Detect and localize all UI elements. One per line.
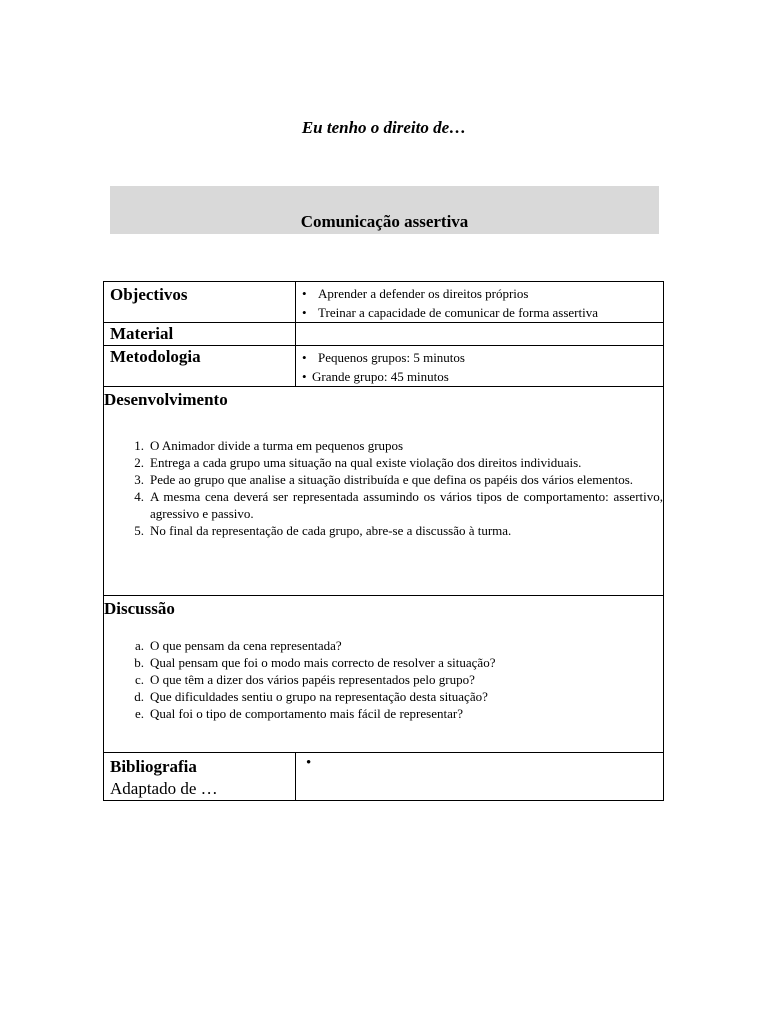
objectivos-label-cell bbox=[104, 282, 296, 323]
question-text: O que têm a dizer dos vários papéis representados pelo grupo? bbox=[150, 672, 475, 687]
question-text: O que pensam da cena representada? bbox=[150, 638, 342, 653]
step-item bbox=[104, 437, 663, 454]
metodologia-item-text: Grande grupo: 45 minutos bbox=[312, 369, 449, 384]
metodologia-item bbox=[302, 348, 657, 367]
question-item bbox=[104, 637, 663, 654]
subtitle-box bbox=[110, 186, 659, 234]
question-item bbox=[104, 671, 663, 688]
metodologia-item bbox=[302, 367, 657, 386]
material-content-cell bbox=[296, 323, 664, 346]
question-item bbox=[104, 688, 663, 705]
step-number: 3. bbox=[134, 472, 144, 487]
bullet-icon: • bbox=[302, 305, 307, 320]
desenvolvimento-cell bbox=[104, 387, 664, 596]
bullet-icon: • bbox=[306, 755, 312, 771]
question-letter: d. bbox=[134, 689, 144, 704]
bullet-icon: • bbox=[302, 350, 307, 365]
question-letter: b. bbox=[134, 655, 144, 670]
step-item bbox=[104, 522, 663, 539]
row-material bbox=[104, 323, 664, 346]
desenvolvimento-label: Desenvolvimento bbox=[104, 390, 228, 409]
material-label-cell bbox=[104, 323, 296, 346]
metodologia-label: Metodologia bbox=[110, 347, 201, 366]
step-item bbox=[104, 488, 663, 522]
metodologia-label-cell bbox=[104, 346, 296, 387]
metodologia-content-cell bbox=[296, 346, 664, 387]
row-discussao bbox=[104, 596, 664, 753]
question-item bbox=[104, 705, 663, 722]
material-label: Material bbox=[110, 324, 174, 343]
row-bibliografia bbox=[104, 753, 664, 801]
step-text: Entrega a cada grupo uma situação na qual existe violação dos direitos individuais. bbox=[150, 455, 582, 470]
objectivos-item-text: Aprender a defender os direitos próprios bbox=[318, 286, 529, 301]
objectivos-item bbox=[302, 303, 657, 322]
desenvolvimento-steps bbox=[104, 437, 663, 539]
step-item bbox=[104, 454, 663, 471]
objectivos-item bbox=[302, 284, 657, 303]
step-number: 5. bbox=[134, 523, 144, 538]
row-metodologia bbox=[104, 346, 664, 387]
metodologia-list bbox=[296, 346, 663, 386]
question-letter: c. bbox=[134, 672, 144, 687]
bibliografia-label-cell bbox=[104, 753, 296, 801]
question-text: Que dificuldades sentiu o grupo na representação desta situação? bbox=[150, 689, 488, 704]
objectivos-label: Objectivos bbox=[110, 285, 188, 304]
discussao-questions bbox=[104, 637, 663, 722]
objectivos-content-cell bbox=[296, 282, 664, 323]
step-number: 1. bbox=[134, 438, 144, 453]
step-text: Pede ao grupo que analise a situação distribuída e que defina os papéis dos vários elementos. bbox=[150, 472, 634, 487]
question-text: Qual foi o tipo de comportamento mais fácil de representar? bbox=[150, 706, 463, 721]
step-number: 2. bbox=[134, 455, 144, 470]
objectivos-item-text: Treinar a capacidade de comunicar de forma assertiva bbox=[318, 305, 598, 320]
bullet-icon: • bbox=[302, 369, 307, 384]
row-objectivos bbox=[104, 282, 664, 323]
step-text: No final da representação de cada grupo, abre-se a discussão à turma. bbox=[150, 523, 512, 538]
bibliografia-source: Adaptado de … bbox=[110, 779, 218, 798]
step-text: O Animador divide a turma em pequenos grupos bbox=[150, 438, 404, 453]
step-text: A mesma cena deverá ser representada assumindo os vários tipos de comportamento: assertivo, agressivo e passivo. bbox=[150, 489, 663, 521]
objectivos-list bbox=[296, 282, 663, 322]
bibliografia-content-cell bbox=[296, 753, 664, 801]
bullet-icon: • bbox=[302, 286, 307, 301]
step-item bbox=[104, 471, 663, 488]
question-text: Qual pensam que foi o modo mais correcto de resolver a situação? bbox=[150, 655, 496, 670]
metodologia-item-text: Pequenos grupos: 5 minutos bbox=[318, 350, 465, 365]
document-subtitle: Comunicação assertiva bbox=[300, 212, 469, 231]
question-letter: a. bbox=[134, 638, 144, 653]
step-number: 4. bbox=[134, 489, 144, 504]
row-desenvolvimento bbox=[104, 387, 664, 596]
document-title: Eu tenho o direito de… bbox=[301, 118, 467, 137]
question-item bbox=[104, 654, 663, 671]
lesson-plan-table bbox=[103, 281, 664, 801]
discussao-cell bbox=[104, 596, 664, 753]
question-letter: e. bbox=[134, 706, 144, 721]
bibliografia-label: Bibliografia bbox=[110, 757, 197, 776]
discussao-label: Discussão bbox=[104, 599, 175, 618]
